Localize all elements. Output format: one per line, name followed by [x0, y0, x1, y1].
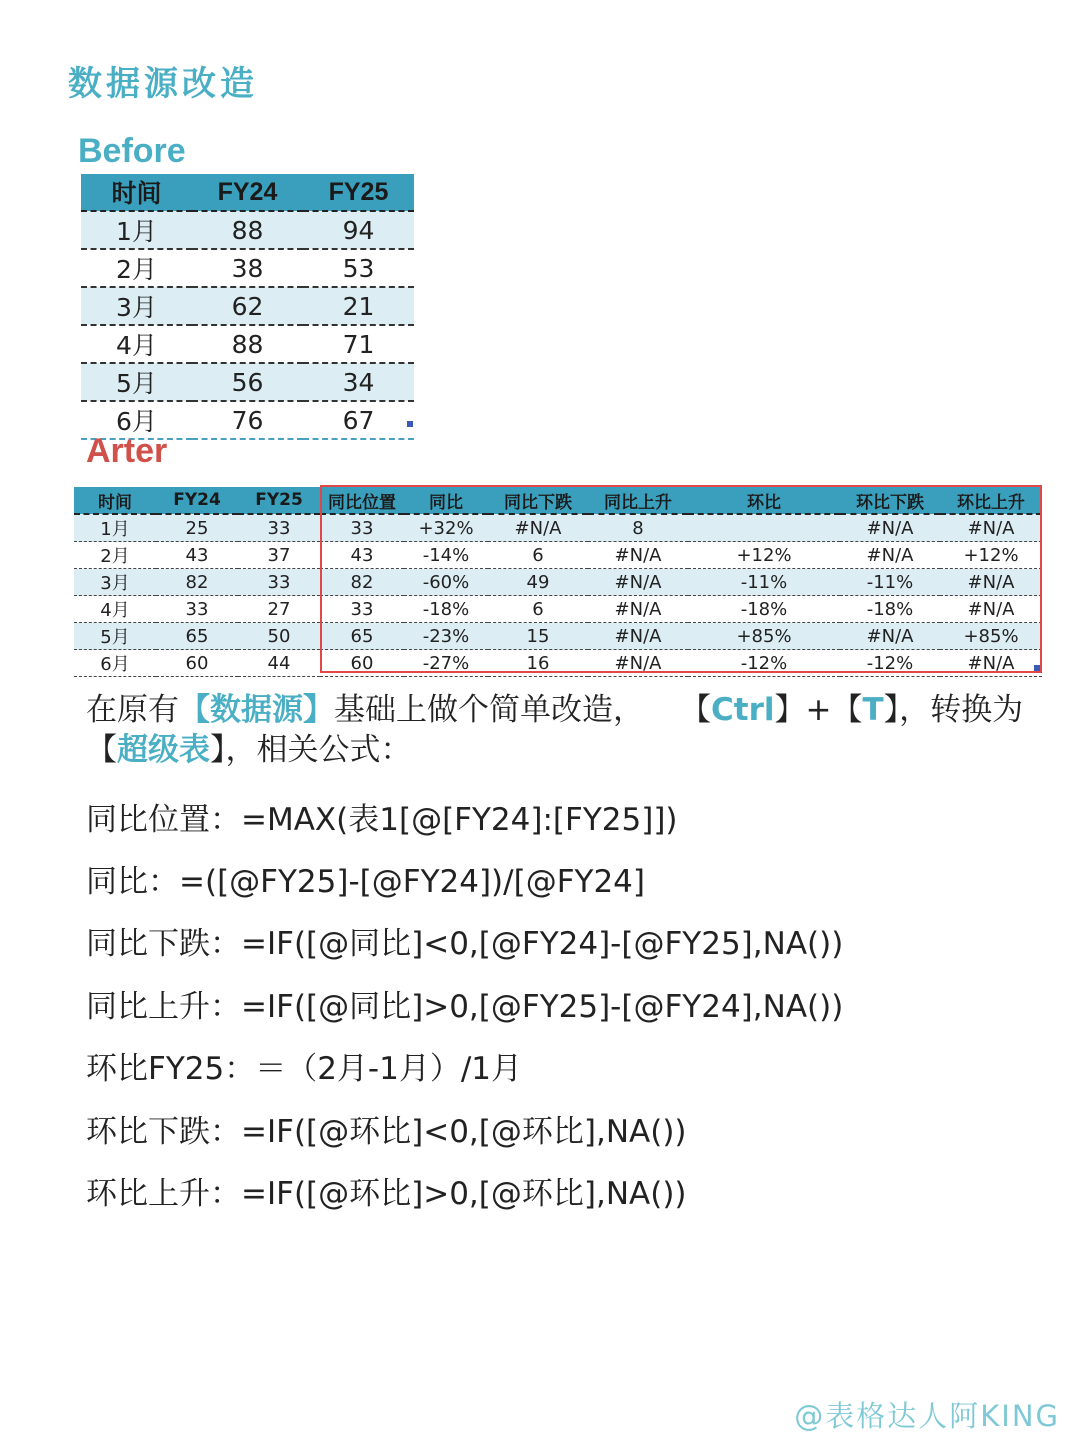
before-header-cell: FY25 — [303, 174, 414, 211]
table-cell: 1月 — [81, 211, 192, 249]
table-cell: 6 — [488, 596, 588, 623]
table-cell: -27% — [404, 650, 488, 677]
after-label: Arter — [86, 432, 168, 470]
table-cell: 1月 — [74, 514, 156, 542]
table-cell: 65 — [156, 623, 238, 650]
table-row — [81, 363, 414, 401]
table-cell: -11% — [840, 569, 940, 596]
table-cell: 60 — [320, 650, 404, 677]
table-cell: #N/A — [588, 569, 688, 596]
desc-text: 】，相关公式： — [210, 732, 412, 768]
table-cell: 67 — [303, 401, 414, 439]
table-cell: 6 — [488, 542, 588, 569]
table-cell: -12% — [688, 650, 840, 677]
table-cell: 2月 — [74, 542, 156, 569]
table-cell: #N/A — [588, 542, 688, 569]
table-cell: -14% — [404, 542, 488, 569]
table-cell: 38 — [192, 249, 303, 287]
after-header-cell: 同比下跌 — [488, 487, 588, 514]
table-row — [81, 287, 414, 325]
table-cell: 65 — [320, 623, 404, 650]
table-cell: 43 — [320, 542, 404, 569]
table-cell: 33 — [320, 596, 404, 623]
table-cell: #N/A — [588, 623, 688, 650]
table-cell: 2月 — [81, 249, 192, 287]
table-cell: 33 — [320, 514, 404, 542]
after-header-cell: 同比上升 — [588, 487, 688, 514]
table-cell: 5月 — [74, 623, 156, 650]
table-row — [74, 650, 1042, 677]
desc-text: 在原有 — [86, 692, 179, 728]
table-cell: #N/A — [940, 514, 1042, 542]
formula-line: 同比：=([@FY25]-[@FY24])/[@FY24] — [86, 864, 645, 900]
table-cell: 5月 — [81, 363, 192, 401]
table-cell: 15 — [488, 623, 588, 650]
table-cell: #N/A — [840, 623, 940, 650]
table-cell: 33 — [238, 514, 320, 542]
table-cell: #N/A — [940, 650, 1042, 677]
table-cell: -18% — [688, 596, 840, 623]
table-cell: 88 — [192, 325, 303, 363]
table-cell: -18% — [404, 596, 488, 623]
table-cell: 44 — [238, 650, 320, 677]
table-resize-handle[interactable] — [407, 421, 413, 427]
after-header-cell: 同比位置 — [320, 487, 404, 514]
table-cell: #N/A — [940, 569, 1042, 596]
before-label: Before — [78, 132, 186, 170]
formula-line: 环比FY25：＝（2月-1月）/1月 — [86, 1051, 523, 1087]
table-cell: 3月 — [81, 287, 192, 325]
before-table — [81, 174, 414, 440]
table-cell: 33 — [156, 596, 238, 623]
table-cell: 37 — [238, 542, 320, 569]
after-header-cell: 环比 — [688, 487, 840, 514]
table-cell: 21 — [303, 287, 414, 325]
table-cell: -11% — [688, 569, 840, 596]
table-row — [74, 623, 1042, 650]
table-cell: 33 — [238, 569, 320, 596]
table-cell: 27 — [238, 596, 320, 623]
table-cell: -60% — [404, 569, 488, 596]
formula-line: 环比下跌：=IF([@环比]<0,[@环比],NA()) — [86, 1114, 687, 1150]
table-cell: 49 — [488, 569, 588, 596]
table-row — [74, 514, 1042, 542]
table-row — [81, 211, 414, 249]
table-row — [74, 596, 1042, 623]
table-cell: 60 — [156, 650, 238, 677]
table-resize-handle[interactable] — [1034, 665, 1040, 671]
after-header-cell: 环比下跌 — [840, 487, 940, 514]
table-cell: 50 — [238, 623, 320, 650]
table-cell: 71 — [303, 325, 414, 363]
watermark: @表格达人阿KING — [794, 1399, 1060, 1433]
table-cell: 4月 — [81, 325, 192, 363]
table-cell: +32% — [404, 514, 488, 542]
table-cell: 6月 — [74, 650, 156, 677]
table-row — [74, 542, 1042, 569]
table-cell: #N/A — [588, 596, 688, 623]
description-paragraph — [86, 690, 1046, 770]
table-cell: -23% — [404, 623, 488, 650]
table-row — [81, 325, 414, 363]
table-cell: +85% — [688, 623, 840, 650]
table-cell — [688, 514, 840, 542]
desc-text: 【 — [86, 732, 117, 768]
table-cell: #N/A — [840, 542, 940, 569]
table-cell: 53 — [303, 249, 414, 287]
formula-line: 同比上升：=IF([@同比]>0,[@FY25]-[@FY24],NA()) — [86, 989, 844, 1025]
table-row — [74, 569, 1042, 596]
table-cell: #N/A — [940, 596, 1042, 623]
table-cell: #N/A — [488, 514, 588, 542]
table-cell: -18% — [840, 596, 940, 623]
table-cell: 82 — [320, 569, 404, 596]
table-cell: 76 — [192, 401, 303, 439]
desc-text: 】+【 — [774, 692, 863, 728]
table-cell: 34 — [303, 363, 414, 401]
table-cell: 3月 — [74, 569, 156, 596]
table-cell: 8 — [588, 514, 688, 542]
table-cell: 82 — [156, 569, 238, 596]
formula-line: 环比上升：=IF([@环比]>0,[@环比],NA()) — [86, 1176, 687, 1212]
desc-text: 【 — [680, 692, 711, 728]
after-header-cell: FY24 — [156, 487, 238, 514]
table-cell: 43 — [156, 542, 238, 569]
table-cell: -12% — [840, 650, 940, 677]
page-title: 数据源改造 — [68, 64, 258, 104]
desc-highlight: 【数据源】 — [179, 692, 334, 728]
after-header-cell: 环比上升 — [940, 487, 1042, 514]
table-cell: 56 — [192, 363, 303, 401]
table-cell: #N/A — [588, 650, 688, 677]
table-cell: 6月 — [81, 401, 192, 439]
formula-line: 同比下跌：=IF([@同比]<0,[@FY24]-[@FY25],NA()) — [86, 926, 844, 962]
table-row — [81, 249, 414, 287]
after-table — [74, 487, 1042, 677]
table-cell: +12% — [688, 542, 840, 569]
table-cell: 16 — [488, 650, 588, 677]
desc-highlight: T — [862, 692, 884, 728]
desc-highlight: 超级表 — [117, 732, 210, 768]
after-header-cell: 同比 — [404, 487, 488, 514]
table-cell: +85% — [940, 623, 1042, 650]
table-cell: 4月 — [74, 596, 156, 623]
after-header-cell: 时间 — [74, 487, 156, 514]
after-header-cell: FY25 — [238, 487, 320, 514]
table-cell: 88 — [192, 211, 303, 249]
before-header-cell: FY24 — [192, 174, 303, 211]
desc-text: 】，转换为 — [883, 692, 1024, 728]
before-header-cell: 时间 — [81, 174, 192, 211]
desc-highlight: Ctrl — [711, 692, 775, 728]
table-cell: +12% — [940, 542, 1042, 569]
formula-line: 同比位置：=MAX(表1[@[FY24]:[FY25]]) — [86, 802, 678, 838]
desc-text: 基础上做个简单改造， — [334, 692, 644, 728]
table-cell: 94 — [303, 211, 414, 249]
table-cell: 62 — [192, 287, 303, 325]
table-cell: #N/A — [840, 514, 940, 542]
table-cell: 25 — [156, 514, 238, 542]
